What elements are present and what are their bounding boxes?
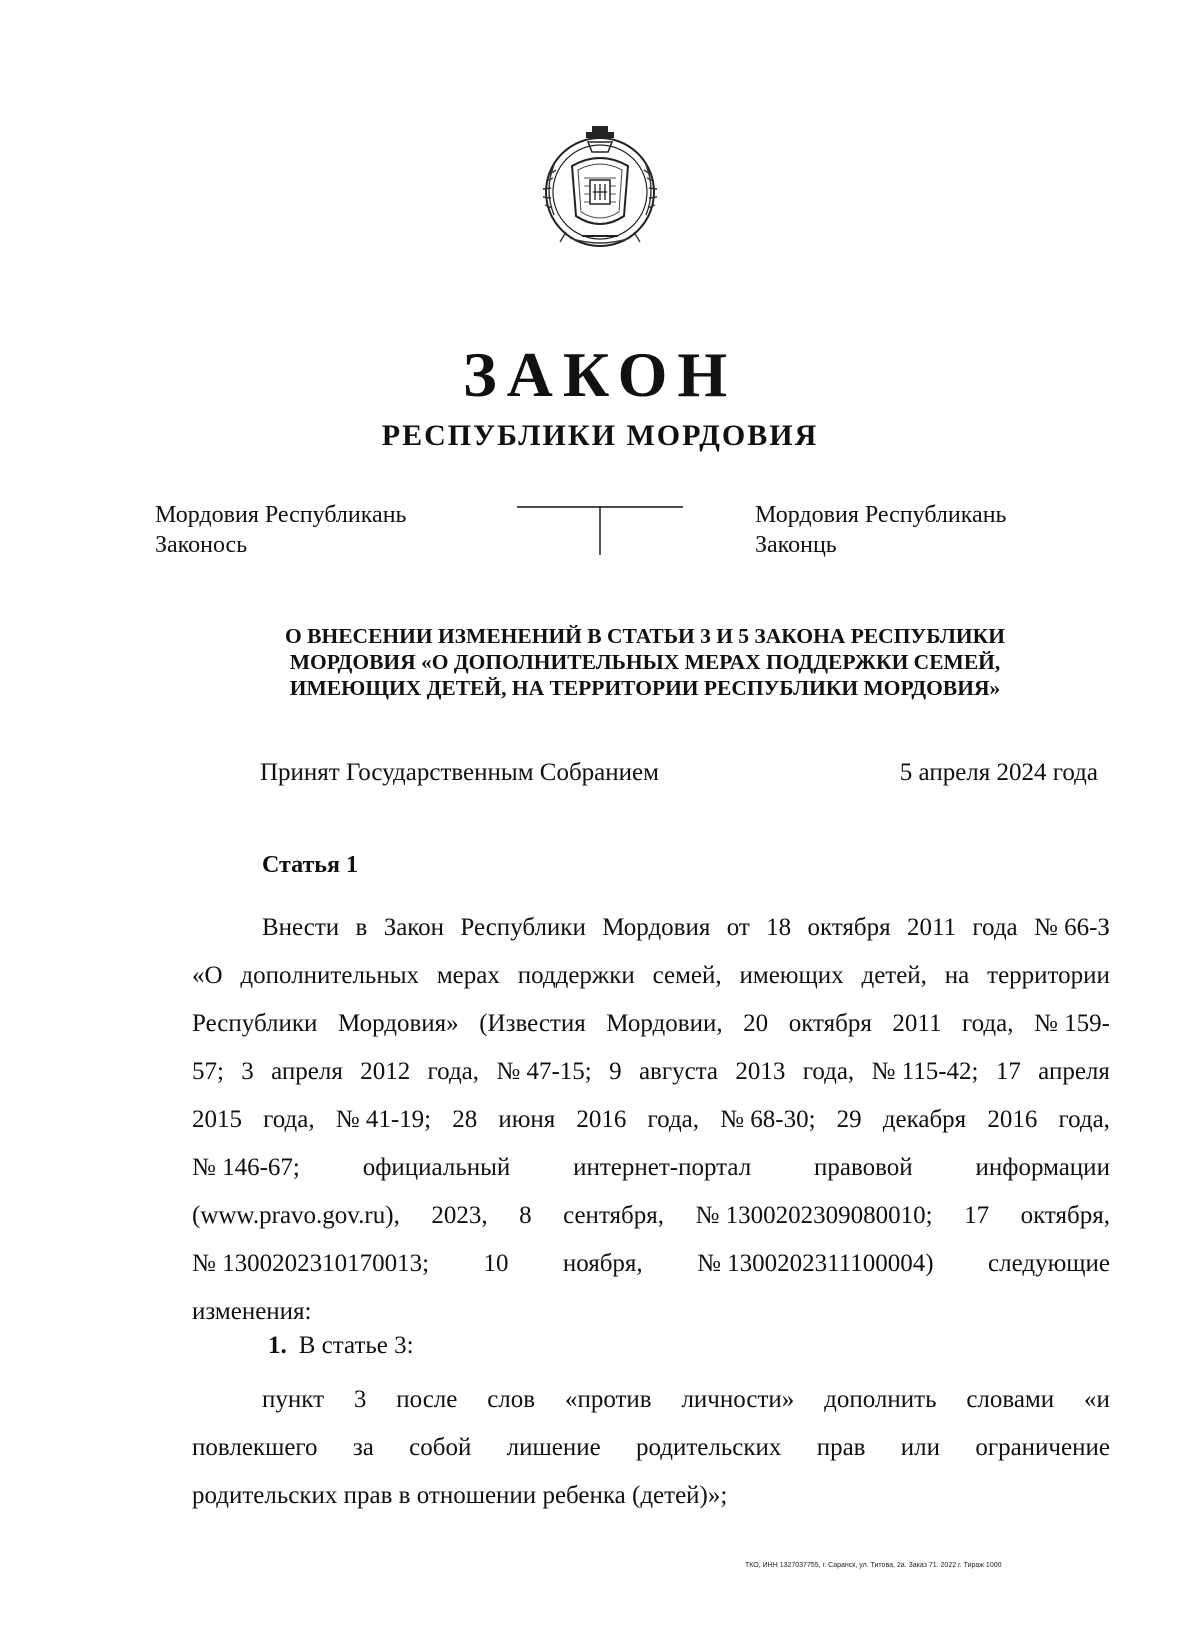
word: интернет-портал (573, 1154, 752, 1181)
paragraph-1-line (192, 1192, 1110, 1240)
word: или (900, 1434, 941, 1461)
word: (Известия (479, 1010, 586, 1037)
word: 18 (766, 914, 792, 941)
word: 2015 (192, 1106, 242, 1133)
word: апреля (1038, 1058, 1110, 1085)
word: в (355, 914, 368, 941)
word: октября (807, 914, 891, 941)
word: собой (409, 1434, 472, 1461)
paragraph-1-line (192, 904, 1110, 952)
word: апреля (271, 1058, 343, 1085)
word: 2016 (987, 1106, 1038, 1133)
word: № 115-42; (871, 1058, 979, 1085)
word: ограничение (975, 1434, 1110, 1461)
word: № 41-19; (335, 1106, 432, 1133)
word: года (972, 914, 1018, 941)
word: за (352, 1434, 374, 1461)
paragraph-1-line (192, 952, 1110, 1000)
word: Внести (262, 914, 340, 941)
word: от (726, 914, 750, 941)
word: № 47-15; (496, 1058, 592, 1085)
word: 17 (995, 1058, 1021, 1085)
word: № 1300202311100004) (697, 1250, 934, 1277)
word: 8 (519, 1202, 532, 1229)
word: декабря (882, 1106, 967, 1133)
word: года, (962, 1010, 1014, 1037)
word: 57; (192, 1058, 224, 1085)
erzya-title-line-1: Мордовия Республикань (755, 502, 1007, 528)
word: правовой (814, 1154, 913, 1181)
word: № 68-30; (720, 1106, 816, 1133)
word: ноября, (562, 1250, 643, 1277)
word: Мордовия» (337, 1010, 459, 1037)
word: поддержки (517, 962, 635, 989)
word: после (396, 1386, 458, 1413)
bill-title (230, 623, 1060, 701)
word: прав (816, 1434, 866, 1461)
word: 28 (452, 1106, 478, 1133)
word: июня (498, 1106, 556, 1133)
word: мерах (436, 962, 500, 989)
word: октября, (1020, 1202, 1110, 1229)
word: детей, (861, 962, 927, 989)
word: 2012 (360, 1058, 411, 1085)
paragraph-2-line (192, 1376, 1110, 1424)
word: повлекшего (192, 1434, 318, 1461)
word: 2023, (431, 1202, 488, 1229)
word: дополнить (824, 1386, 937, 1413)
word: следующие (988, 1250, 1110, 1277)
paragraph-1-line (192, 1144, 1110, 1192)
law-subtitle: РЕСПУБЛИКИ МОРДОВИЯ (381, 419, 819, 452)
adoption-date: 5 апреля 2024 года (899, 759, 1098, 786)
erzya-title-line-2: Законць (755, 532, 837, 558)
word: года, (1058, 1106, 1110, 1133)
word: семей, (652, 962, 722, 989)
paragraph-2-line (192, 1424, 1110, 1472)
list-item-1 (268, 1330, 414, 1362)
moksha-title-line-2: Законось (155, 532, 248, 558)
word: 2013 (735, 1058, 786, 1085)
coat-of-arms-emblem (532, 120, 668, 256)
word: информации (975, 1154, 1110, 1181)
word: словами (966, 1386, 1055, 1413)
word: 3 (353, 1386, 367, 1413)
word: Республики (192, 1010, 318, 1037)
title-divider-mark (515, 505, 685, 557)
word: 3 (241, 1058, 254, 1085)
word: года, (263, 1106, 315, 1133)
word: «О (192, 962, 223, 989)
bill-title-line-2: МОРДОВИЯ «О ДОПОЛНИТЕЛЬНЫХ МЕРАХ ПОДДЕРЖКИ СЕМЕЙ, (289, 650, 1001, 674)
word: лишение (506, 1434, 601, 1461)
word: «против (564, 1386, 652, 1413)
article-heading: Статья 1 (262, 852, 358, 878)
word: 10 (483, 1250, 509, 1277)
printer-imprint: ТКО, ИНН 1327037755, г. Саранск, ул. Титова, 2а. Заказ 71. 2022 г. Тираж 1000 (745, 1562, 1002, 1569)
word: пункт (262, 1386, 324, 1413)
bill-title-line-1: О ВНЕСЕНИИ ИЗМЕНЕНИЙ В СТАТЬИ 3 И 5 ЗАКОНА РЕСПУБЛИКИ (285, 624, 1005, 648)
word: личности» (681, 1386, 795, 1413)
word: августа (638, 1058, 719, 1085)
paragraph-1-line (192, 1240, 1110, 1288)
list-item-number: 1. (268, 1332, 287, 1359)
word: территории (987, 962, 1110, 989)
word: 20 (743, 1010, 769, 1037)
erzya-title-block (755, 500, 1006, 560)
law-title: ЗАКОН (462, 339, 738, 410)
word: слов (487, 1386, 536, 1413)
word: октября (788, 1010, 872, 1037)
word: года, (647, 1106, 700, 1133)
word: Мордовия (602, 914, 711, 941)
word: № 1300202310170013; (192, 1250, 430, 1277)
bill-title-line-3: ИМЕЮЩИХ ДЕТЕЙ, НА ТЕРРИТОРИИ РЕСПУБЛИКИ МОРДОВИЯ» (289, 676, 1001, 700)
paragraph-1-line (192, 1288, 1110, 1336)
word: родительских (636, 1434, 782, 1461)
paragraph-1-line (192, 1000, 1110, 1048)
word: 29 (836, 1106, 862, 1133)
word: № 146-67; (192, 1154, 300, 1181)
word: № 1300202309080010; (695, 1202, 933, 1229)
word: на (944, 962, 970, 989)
article-paragraph-1 (192, 904, 1110, 1336)
article-paragraph-2 (192, 1376, 1110, 1520)
list-item-text: В статье 3: (298, 1332, 414, 1359)
word: года, (802, 1058, 855, 1085)
word: дополнительных (240, 962, 419, 989)
line-text: родительских прав в отношении ребенка (детей)»; (192, 1482, 728, 1509)
word: 2011 (892, 1010, 942, 1037)
word: имеющих (739, 962, 844, 989)
word: 17 (964, 1202, 990, 1229)
word: года, (427, 1058, 480, 1085)
paragraph-1-line (192, 1048, 1110, 1096)
word: № 159- (1034, 1010, 1110, 1037)
word: «и (1084, 1386, 1110, 1413)
word: сентября, (563, 1202, 665, 1229)
word: 2016 (576, 1106, 627, 1133)
line-text: изменения: (192, 1298, 312, 1325)
paragraph-1-line (192, 1096, 1110, 1144)
paragraph-2-line (192, 1472, 1110, 1520)
word: Республики (460, 914, 586, 941)
moksha-title-block (155, 500, 406, 560)
word: Мордовии, (606, 1010, 723, 1037)
word: официальный (362, 1154, 511, 1181)
word: (www.pravo.gov.ru), (192, 1202, 400, 1229)
word: 2011 (907, 914, 957, 941)
moksha-title-line-1: Мордовия Республикань (155, 502, 407, 528)
word: Закон (383, 914, 445, 941)
word: 9 (609, 1058, 622, 1085)
adopted-by: Принят Государственным Собранием (260, 759, 659, 786)
word: № 66-З (1034, 914, 1110, 941)
